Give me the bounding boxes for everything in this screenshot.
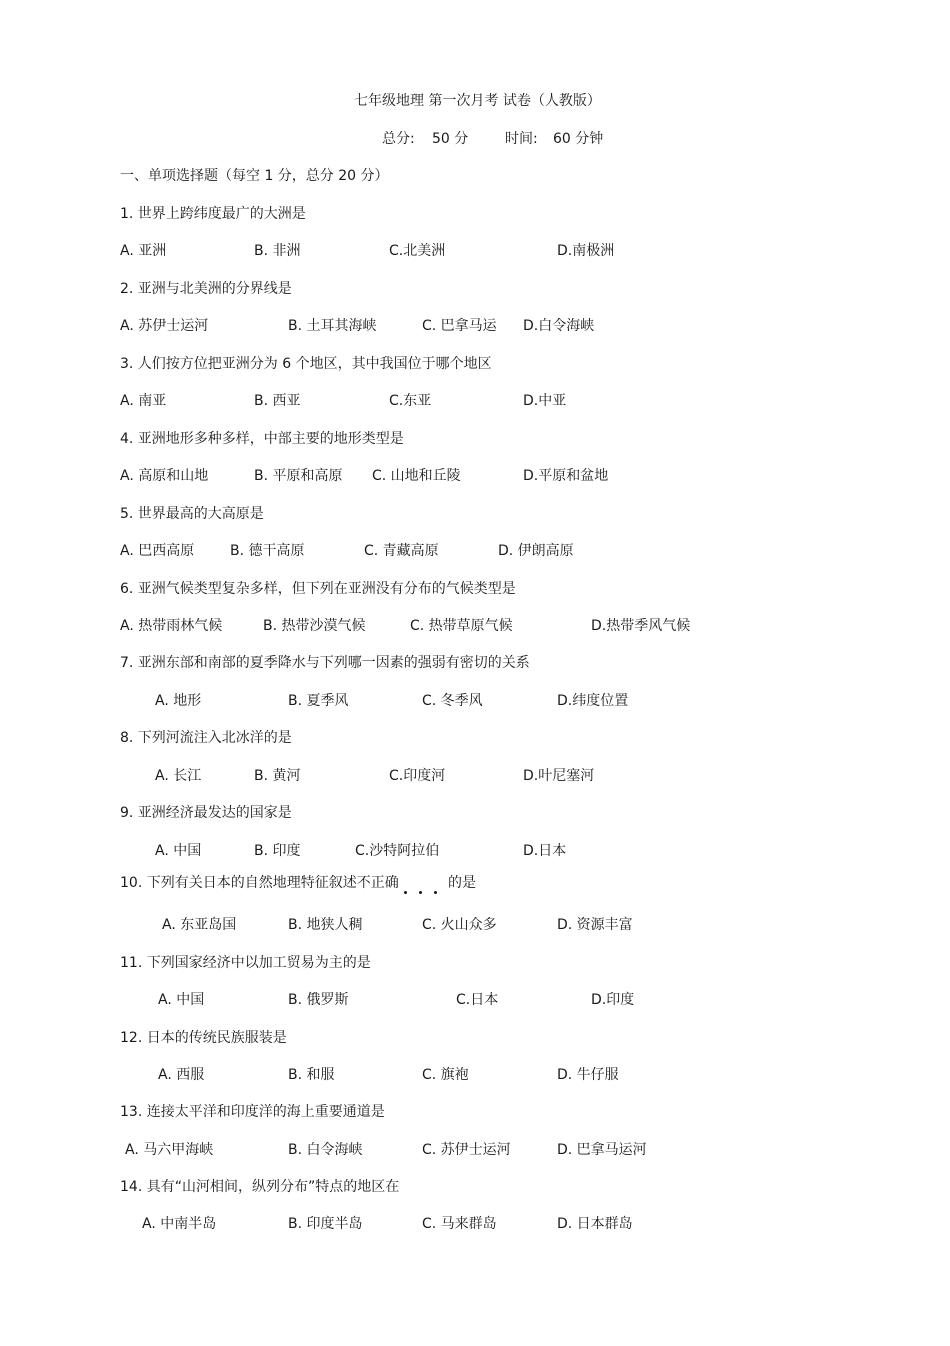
question-4-stem: 4. 亚洲地形多种多样，中部主要的地形类型是	[120, 431, 404, 447]
question-2-option-b: B. 土耳其海峡	[288, 318, 377, 334]
question-3-option-c: C.东亚	[389, 393, 432, 409]
question-7-option-b: B. 夏季风	[288, 693, 349, 709]
question-10-stem: 10. 下列有关日本的自然地理特征叙述不正确	[120, 875, 399, 891]
question-10-option-c: C. 火山众多	[422, 917, 497, 933]
question-10-stem-tail: 的是	[448, 875, 476, 891]
question-14-option-a: A. 中南半岛	[142, 1216, 217, 1232]
question-6-stem: 6. 亚洲气候类型复杂多样，但下列在亚洲没有分布的气候类型是	[120, 581, 516, 597]
question-10-option-d: D. 资源丰富	[557, 917, 633, 933]
question-1-option-b: B. 非洲	[254, 243, 301, 259]
question-11-stem: 11. 下列国家经济中以加工贸易为主的是	[120, 955, 371, 971]
question-1-option-c: C.北美洲	[389, 243, 446, 259]
question-5-option-c: C. 青藏高原	[364, 543, 439, 559]
question-5-option-b: B. 德干高原	[230, 543, 305, 559]
question-3-option-b: B. 西亚	[254, 393, 301, 409]
score-label: 总分:	[382, 131, 415, 147]
question-14-stem: 14. 具有“山河相间，纵列分布”特点的地区在	[120, 1179, 400, 1195]
question-9-stem: 9. 亚洲经济最发达的国家是	[120, 805, 292, 821]
question-10-option-a: A. 东亚岛国	[162, 917, 237, 933]
emphasis-dot	[419, 891, 422, 894]
question-13-stem: 13. 连接太平洋和印度洋的海上重要通道是	[120, 1104, 385, 1120]
question-8-stem: 8. 下列河流注入北冰洋的是	[120, 730, 292, 746]
question-6-option-a: A. 热带雨林气候	[120, 618, 223, 634]
question-6-option-c: C. 热带草原气候	[410, 618, 513, 634]
question-7-option-d: D.纬度位置	[557, 693, 629, 709]
question-14-option-c: C. 马来群岛	[422, 1216, 497, 1232]
question-5-option-d: D. 伊朗高原	[498, 543, 574, 559]
question-2-option-d: D.白令海峡	[523, 318, 595, 334]
section-heading: 一、单项选择题（每空 1 分，总分 20 分）	[120, 168, 389, 184]
question-4-option-a: A. 高原和山地	[120, 468, 209, 484]
time-label: 时间:	[505, 131, 538, 147]
exam-title: 七年级地理 第一次月考 试卷（人教版）	[354, 93, 601, 109]
question-11-option-c: C.日本	[456, 992, 499, 1008]
question-4-option-d: D.平原和盆地	[523, 468, 609, 484]
question-3-option-a: A. 南亚	[120, 393, 167, 409]
question-13-option-c: C. 苏伊士运河	[422, 1142, 511, 1158]
question-9-option-d: D.日本	[523, 843, 567, 859]
question-5-stem: 5. 世界最高的大高原是	[120, 506, 264, 522]
question-3-stem: 3. 人们按方位把亚洲分为 6 个地区，其中我国位于哪个地区	[120, 356, 492, 372]
question-12-option-b: B. 和服	[288, 1067, 335, 1083]
question-5-option-a: A. 巴西高原	[120, 543, 195, 559]
question-9-option-b: B. 印度	[254, 843, 301, 859]
question-13-option-b: B. 白令海峡	[288, 1142, 363, 1158]
question-2-option-c: C. 巴拿马运	[422, 318, 497, 334]
question-3-option-d: D.中亚	[523, 393, 567, 409]
question-7-option-a: A. 地形	[155, 693, 202, 709]
question-9-option-c: C.沙特阿拉伯	[355, 843, 440, 859]
question-12-option-a: A. 西服	[158, 1067, 205, 1083]
question-4-option-c: C. 山地和丘陵	[372, 468, 461, 484]
question-9-option-a: A. 中国	[155, 843, 202, 859]
question-11-option-a: A. 中国	[158, 992, 205, 1008]
emphasis-dot	[434, 891, 437, 894]
question-12-stem: 12. 日本的传统民族服装是	[120, 1030, 287, 1046]
question-12-option-c: C. 旗袍	[422, 1067, 469, 1083]
question-6-option-b: B. 热带沙漠气候	[263, 618, 366, 634]
question-14-option-b: B. 印度半岛	[288, 1216, 363, 1232]
question-8-option-d: D.叶尼塞河	[523, 768, 595, 784]
question-1-option-d: D.南极洲	[557, 243, 615, 259]
question-2-stem: 2. 亚洲与北美洲的分界线是	[120, 281, 292, 297]
time-value: 60 分钟	[553, 131, 604, 147]
question-13-option-d: D. 巴拿马运河	[557, 1142, 647, 1158]
question-11-option-b: B. 俄罗斯	[288, 992, 349, 1008]
question-13-option-a: A. 马六甲海峡	[125, 1142, 214, 1158]
question-8-option-a: A. 长江	[155, 768, 202, 784]
question-12-option-d: D. 牛仔服	[557, 1067, 619, 1083]
question-8-option-c: C.印度河	[389, 768, 446, 784]
question-10-option-b: B. 地狭人稠	[288, 917, 363, 933]
score-value: 50 分	[432, 131, 469, 147]
question-4-option-b: B. 平原和高原	[254, 468, 343, 484]
question-1-stem: 1. 世界上跨纬度最广的大洲是	[120, 206, 306, 222]
question-2-option-a: A. 苏伊士运河	[120, 318, 209, 334]
question-11-option-d: D.印度	[591, 992, 635, 1008]
question-7-stem: 7. 亚洲东部和南部的夏季降水与下列哪一因素的强弱有密切的关系	[120, 655, 530, 671]
question-7-option-c: C. 冬季风	[422, 693, 483, 709]
question-14-option-d: D. 日本群岛	[557, 1216, 633, 1232]
emphasis-dot	[404, 891, 407, 894]
question-1-option-a: A. 亚洲	[120, 243, 167, 259]
question-8-option-b: B. 黄河	[254, 768, 301, 784]
question-6-option-d: D.热带季风气候	[591, 618, 691, 634]
